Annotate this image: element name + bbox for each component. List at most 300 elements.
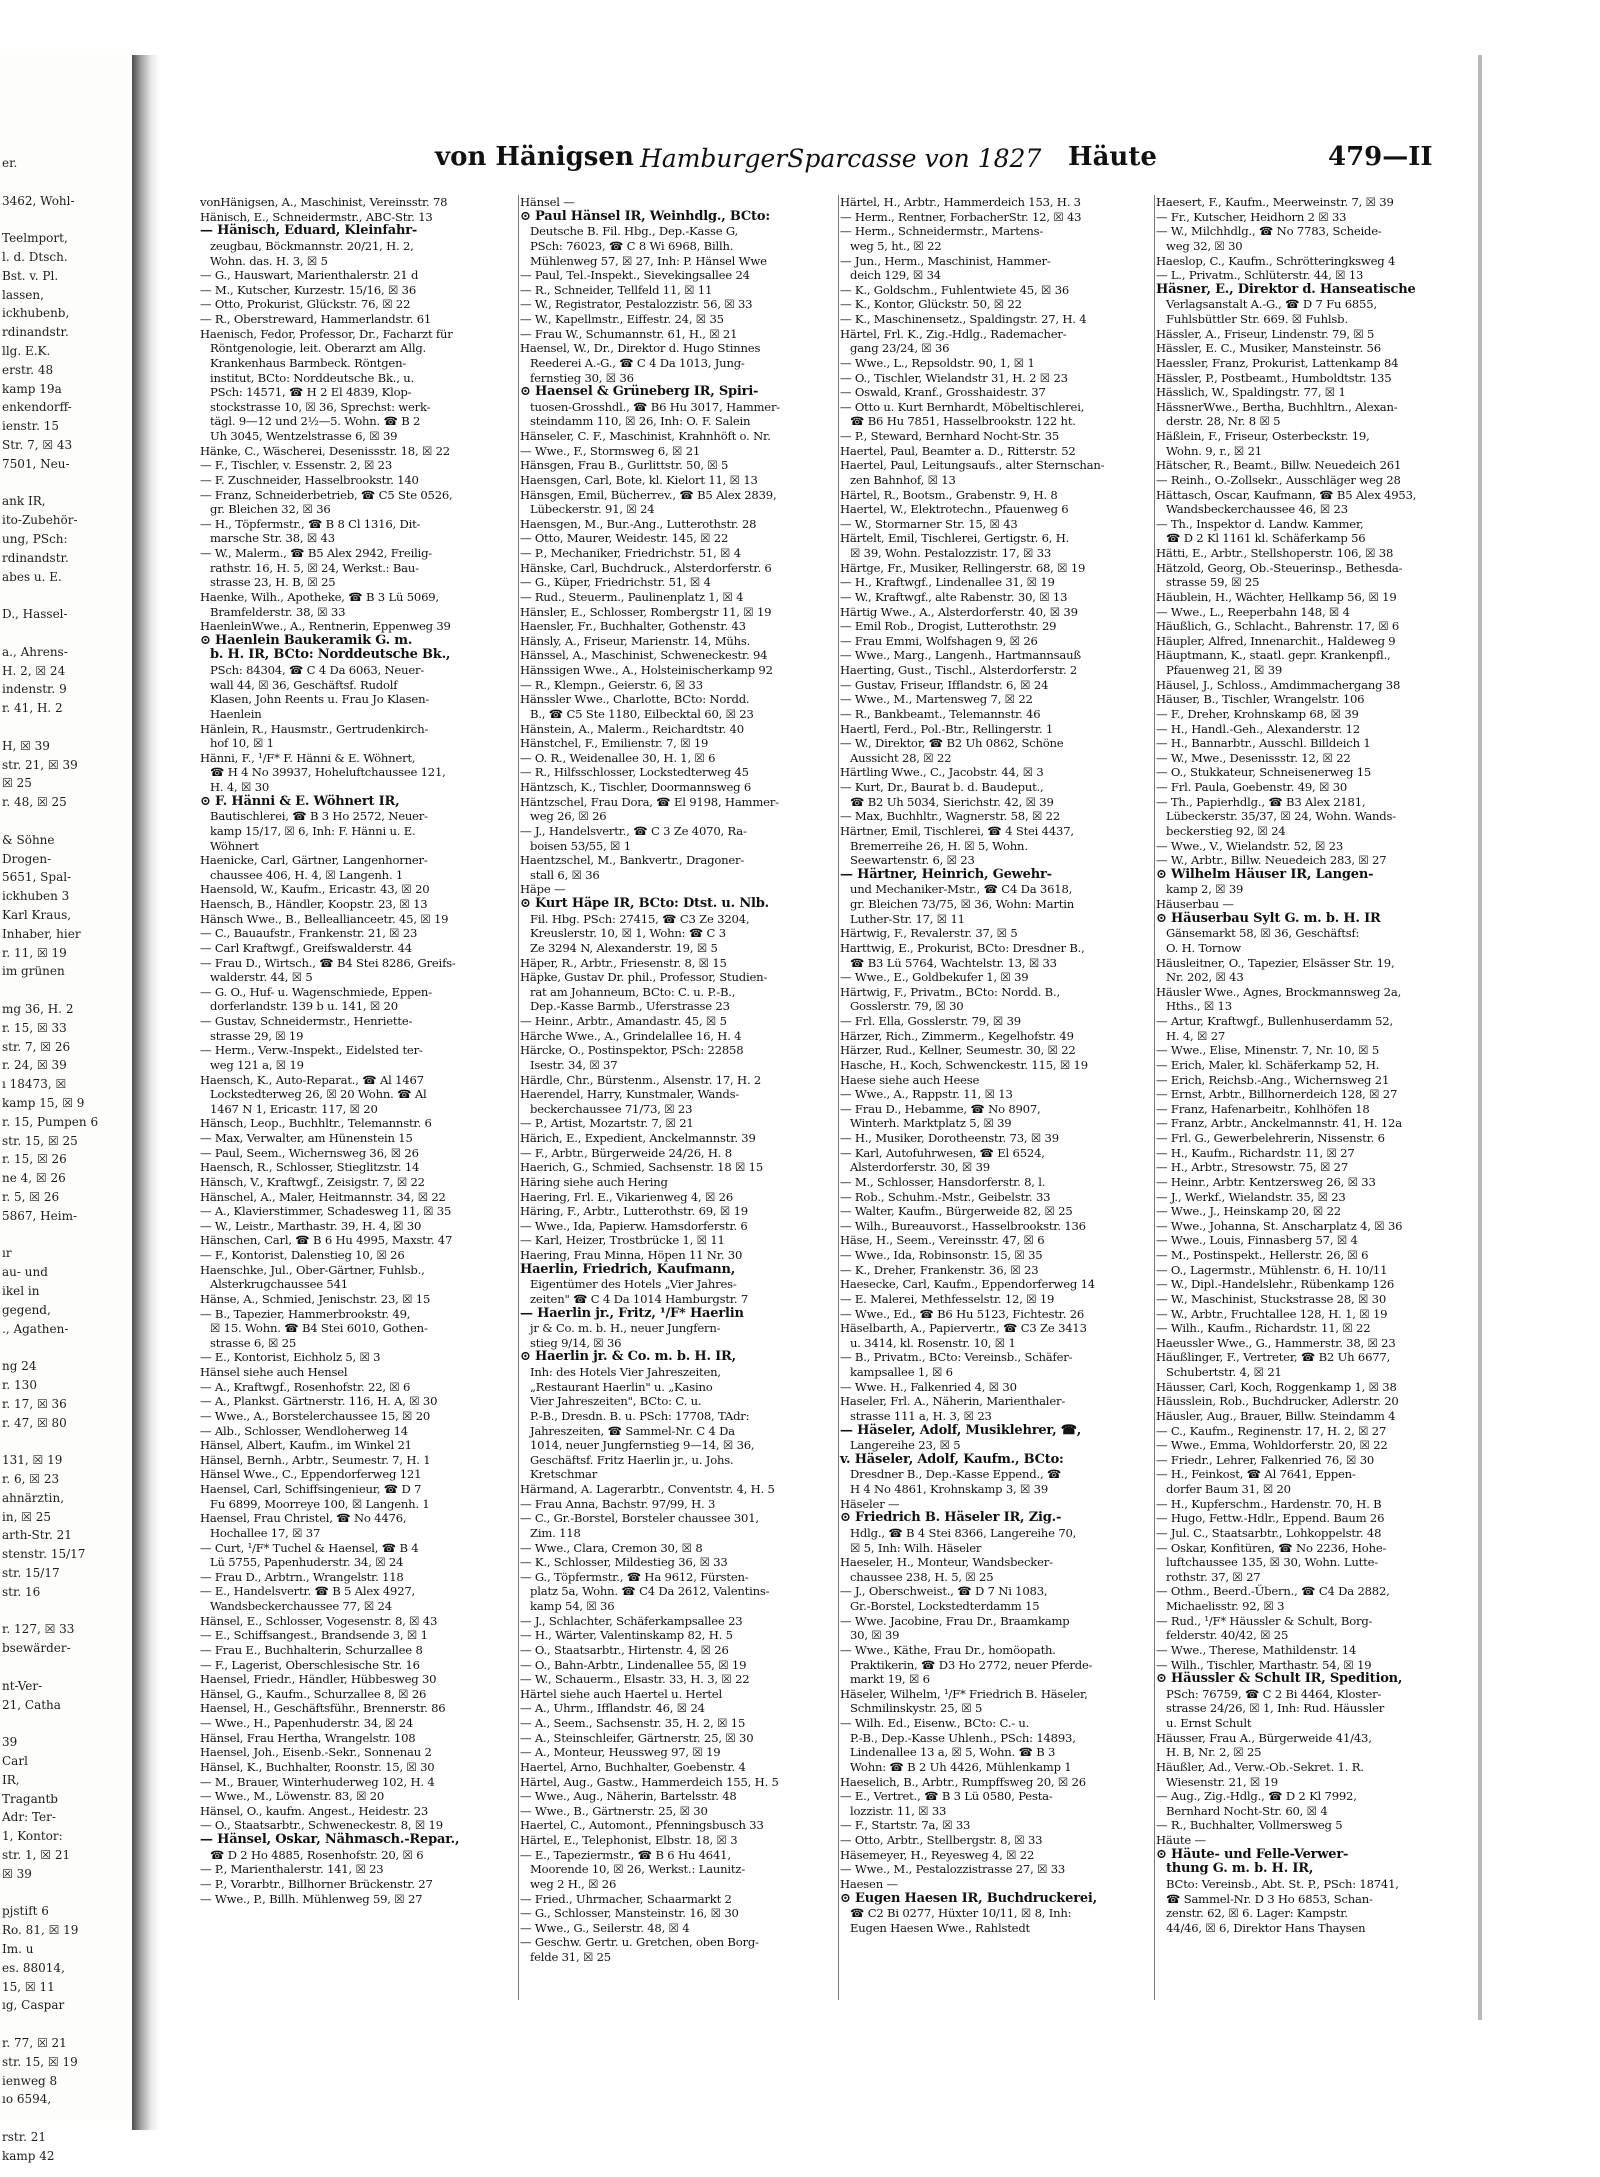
prev-page-line [2, 1885, 128, 1901]
directory-entry-line: stockstrasse 10, ☒ 36, Sprechst: werk- [210, 399, 431, 414]
directory-entry-line: — P., Vorarbtr., Billhorner Brückenstr. 27 [200, 1876, 433, 1891]
directory-entry-line: PSch: 76759, ☎ C 2 Bi 4464, Kloster- [1166, 1686, 1382, 1701]
directory-entry-line: — O., Bahn-Arbtr., Lindenallee 55, ☒ 19 [520, 1657, 747, 1672]
prev-page-line: r. 11, ☒ 19 [2, 945, 67, 960]
directory-entry-line: Hänsgen, Emil, Bücherrev., ☎ B5 Alex 2839, [520, 487, 777, 502]
directory-entry-line: strasse 6, ☒ 25 [210, 1335, 297, 1350]
directory-entry-line: — Otto u. Kurt Bernhardt, Möbeltischlerei, [840, 399, 1085, 414]
directory-entry-line: weg 26, ☒ 26 [530, 809, 607, 824]
directory-entry-line: — W., Arbtr., Fruchtallee 128, H. 1, ☒ 19 [1156, 1306, 1388, 1321]
directory-entry-line: Lockstedterweg 26, ☒ 20 Wohn. ☎ Al [210, 1087, 427, 1102]
directory-entry-line: Haerlin, Friedrich, Kaufmann, [520, 1261, 736, 1277]
directory-entry-line: — R., Hilfsschlosser, Lockstedterweg 45 [520, 765, 749, 780]
directory-entry-line: P.-B., Dep.-Kasse Uhlenh., PSch: 14893, [850, 1730, 1076, 1745]
directory-entry-line: Verlagsanstalt A.-G., ☎ D 7 Fu 6855, [1166, 297, 1377, 312]
directory-entry-line: Wandsbeckerchaussee 46, ☒ 23 [1166, 502, 1348, 517]
directory-entry-line: Lü 5755, Papenhuderstr. 34, ☒ 24 [210, 1555, 404, 1570]
directory-entry-line: — Friedr., Lehrer, Falkenried 76, ☒ 30 [1156, 1452, 1375, 1467]
directory-entry-line: — W., Registrator, Pestalozzistr. 56, ☒ 33 [520, 297, 753, 312]
directory-entry-line: — G., Töpfermstr., ☎ Ha 9612, Fürsten- [520, 1569, 749, 1584]
prev-page-line: r. 5, ☒ 26 [2, 1190, 60, 1204]
directory-entry-line: Wohn. das. H. 3, ☒ 5 [210, 253, 328, 268]
directory-entry-line: Haeslop, C., Kaufm., Schrötteringksweg 4 [1156, 253, 1396, 268]
directory-entry-line: — H., Töpfermstr., ☎ B 8 Cl 1316, Dit- [200, 516, 421, 531]
directory-entry-line: tuosen-Grosshdl., ☎ B6 Hu 3017, Hammer- [530, 399, 781, 414]
directory-entry-line: Langereihe 23, ☒ 5 [850, 1438, 961, 1453]
directory-entry-line: Härtel, Aug., Gastw., Hammerdeich 155, H. 5 [520, 1774, 779, 1789]
prev-page-line: ıo 6594, [2, 2092, 52, 2107]
directory-entry-line: — O., Staatsarbtr., Schweneckestr. 8, ☒ 19 [200, 1818, 443, 1833]
directory-entry-line: Fu 6899, Moorreye 100, ☒ Langenh. 1 [210, 1496, 430, 1511]
directory-entry-line: HaenleinWwe., A., Rentnerin, Eppenweg 39 [200, 619, 451, 634]
prev-page-line: H, ☒ 39 [2, 738, 50, 753]
directory-entry-line: Bramfelderstr. 38, ☒ 33 [210, 604, 346, 619]
directory-entry-line: Haensler, Fr., Buchhalter, Gothenstr. 43 [520, 619, 746, 634]
directory-entry-line: Hänsly, A., Friseur, Marienstr. 14, Mühs. [520, 633, 751, 648]
directory-entry-line: Michaelisstr. 92, ☒ 3 [1166, 1599, 1285, 1613]
directory-entry-line: — Frl. Paula, Goebenstr. 49, ☒ 30 [1156, 780, 1348, 794]
directory-entry-line: — Geschw. Gertr. u. Gretchen, oben Borg- [520, 1935, 759, 1950]
directory-entry-line: — Wilh., Kaufm., Richardstr. 11, ☒ 22 [1156, 1321, 1371, 1336]
directory-entry-line: ⊙ Paul Hänsel IR, Weinhdlg., BCto: [520, 208, 770, 224]
directory-entry-line: — Frau Emmi, Wolfshagen 9, ☒ 26 [840, 633, 1038, 648]
directory-entry-line: — Frl. G., Gewerbelehrerin, Nissenstr. 6 [1156, 1131, 1385, 1145]
prev-page-line: Str. 7, ☒ 43 [2, 438, 73, 452]
directory-entry-line: — Wwe., Therese, Mathildenstr. 14 [1156, 1642, 1357, 1657]
directory-entry-line: tägl. 9—12 und 2½—5. Wohn. ☎ B 2 [210, 414, 421, 429]
directory-entry-line: — Wwe., Emma, Wohldorferstr. 20, ☒ 22 [1156, 1438, 1388, 1453]
directory-entry-line: Härtwig, F., Revalerstr. 37, ☒ 5 [840, 926, 1018, 941]
directory-entry-line: felde 31, ☒ 25 [530, 1950, 611, 1964]
directory-entry-line: Fuhlsbüttler Str. 669. ☒ Fuhlsb. [1166, 312, 1348, 326]
directory-entry-line: Haering, Frau Minna, Höpen 11 Nr. 30 [520, 1248, 743, 1262]
directory-entry-line: ☎ C2 Bi 0277, Hüxter 10/11, ☒ 8, Inh: [850, 1906, 1072, 1921]
directory-entry-line: — W., Arbtr., Billw. Neuedeich 283, ☒ 27 [1156, 853, 1387, 868]
directory-entry-line: — C., Bauaufstr., Frankenstr. 21, ☒ 23 [200, 926, 418, 941]
directory-entry-line: — H., Feinkost, ☎ Al 7641, Eppen- [1156, 1467, 1356, 1482]
directory-entry-line: Bremerreihe 26, H. ☒ 5, Wohn. [850, 838, 1028, 853]
directory-entry-line: — Wwe., Johanna, St. Anscharplatz 4, ☒ 36 [1156, 1218, 1403, 1233]
directory-entry-line: vonHänigsen, A., Maschinist, Vereinsstr. 78 [200, 195, 448, 209]
page-number: 479—II [1328, 142, 1433, 172]
directory-entry-line: — F. Zuschneider, Hasselbrookstr. 140 [200, 472, 419, 487]
directory-entry-line: Haertel, W., Elektrotechn., Pfauenweg 6 [840, 502, 1069, 517]
directory-entry-line: Fil. Hbg. PSch: 27415, ☎ C3 Ze 3204, [530, 911, 750, 926]
directory-entry-line: ☎ B6 Hu 7851, Hasselbrookstr. 122 ht. [850, 414, 1076, 429]
directory-entry-line: — G. O., Huf- u. Wagenschmiede, Eppen- [200, 984, 432, 999]
directory-entry-line: — Herm., Rentner, ForbacherStr. 12, ☒ 43 [840, 209, 1082, 224]
directory-entry-line: — F., Lagerist, Oberschlesische Str. 16 [200, 1657, 420, 1672]
directory-entry-line: — Wwe., L., Reeperbahn 148, ☒ 4 [1156, 604, 1350, 619]
directory-entry-line: — Frl. Ella, Gosslerstr. 79, ☒ 39 [840, 1014, 1021, 1028]
directory-entry-line: Hänstchel, F., Emilienstr. 7, ☒ 19 [520, 736, 709, 751]
directory-entry-line: ☎ D 2 Ho 4885, Rosenhofstr. 20, ☒ 6 [210, 1847, 424, 1862]
prev-page-line: Teelmport, [2, 231, 68, 246]
directory-entry-line: Wohn: ☎ B 2 Uh 4426, Mühlenkamp 1 [850, 1759, 1072, 1774]
directory-entry-line: — L., Privatm., Schlüterstr. 44, ☒ 13 [1156, 268, 1364, 283]
directory-entry-line: Hätzold, Georg, Ob.-Steuerinsp., Bethesda- [1156, 560, 1403, 575]
directory-entry-line: Haertel, Paul, Leitungsaufs., alter Sternschan- [840, 458, 1105, 473]
directory-entry-line: Haensch, B., Händler, Koopstr. 23, ☒ 13 [200, 897, 428, 911]
directory-entry-line: — M., Kutscher, Kurzestr. 15/16, ☒ 36 [200, 282, 416, 297]
prev-page-line: 5651, Spal- [2, 870, 72, 885]
directory-entry-line: Hdlg., ☎ B 4 Stei 8366, Langereihe 70, [850, 1525, 1077, 1540]
directory-entry-line: Hänsel — [520, 195, 575, 209]
directory-entry-line: Haenicke, Carl, Gärtner, Langenhorner- [200, 853, 428, 868]
directory-entry-line: — Wilh. Ed., Eisenw., BCto: C.- u. [840, 1716, 1030, 1730]
directory-entry-line: — C., Gr.-Borstel, Borsteler chaussee 301, [520, 1511, 759, 1526]
previous-page-fragment [0, 55, 130, 2163]
directory-entry-line: — Heinr., Arbtr. Kentzersweg 26, ☒ 33 [1156, 1174, 1376, 1189]
directory-entry-line: — H., Kaufm., Richardstr. 11, ☒ 27 [1156, 1145, 1355, 1160]
prev-page-line: enkendorff- [2, 400, 72, 415]
directory-entry-line: Haesert, F., Kaufm., Meerweinstr. 7, ☒ 39 [1156, 195, 1394, 209]
prev-page-line: Adr: Ter- [2, 1810, 56, 1825]
directory-entry-line: — Wwe., F., Stormsweg 6, ☒ 21 [520, 443, 701, 458]
directory-entry-line: Härtel, H., Arbtr., Hammerdeich 153, H. 3 [840, 195, 1081, 209]
directory-entry-line: — Frau D., Hebamme, ☎ No 8907, [840, 1101, 1041, 1116]
prev-page-line [2, 813, 128, 829]
directory-entry-line: — H., Handl.-Geh., Alexanderstr. 12 [1156, 721, 1360, 736]
directory-entry-line: Häusel, J., Schloss., Amdimmachergang 38 [1156, 677, 1401, 692]
directory-entry-line: Haenschke, Jul., Ober-Gärtner, Fuhlsb., [200, 1262, 425, 1277]
directory-entry-line: Haessler, Franz, Prokurist, Lattenkamp 84 [1156, 355, 1399, 370]
directory-entry-line: gr. Bleichen 73/75, ☒ 36, Wohn: Martin [850, 897, 1075, 911]
directory-entry-line: derstr. 28, Nr. 8 ☒ 5 [1166, 414, 1281, 429]
directory-entry-line: — H., Kupferschm., Hardenstr. 70, H. B [1156, 1496, 1382, 1511]
directory-entry-line: P.-B., Dresdn. B. u. PSch: 17708, TAdr: [530, 1408, 750, 1423]
directory-entry-line: Aussicht 28, ☒ 22 [850, 750, 952, 765]
directory-entry-line: weg 2 H., ☒ 26 [530, 1876, 617, 1891]
prev-page-line: H. 2, ☒ 24 [2, 663, 66, 678]
directory-entry-line: Härche Wwe., A., Grindelallee 16, H. 4 [520, 1028, 742, 1043]
directory-entry-line: Härtig Wwe., A., Alsterdorferstr. 40, ☒ 39 [840, 604, 1078, 619]
directory-entry-line: Hasche, H., Koch, Schwenckestr. 115, ☒ 19 [840, 1057, 1088, 1072]
directory-entry-line: Kretschmar [530, 1467, 598, 1482]
directory-entry-line: Härtwig, F., Privatm., BCto: Nordd. B., [840, 984, 1060, 999]
directory-entry-line: Häusler Wwe., Agnes, Brockmannsweg 2a, [1156, 984, 1402, 999]
prev-page-line: r. 48, ☒ 25 [2, 795, 67, 810]
directory-entry-line: Häußlich, G., Schlacht., Bahrenstr. 17, ☒ 6 [1156, 619, 1400, 634]
sparcasse-logo [640, 130, 1042, 188]
directory-entry-line: — W., Kraftwgf., alte Rabenstr. 30, ☒ 13 [840, 589, 1068, 604]
directory-entry-line: Hänssler Wwe., Charlotte, BCto: Nordd. [520, 692, 750, 707]
directory-entry-line: rothstr. 37, ☒ 27 [1166, 1569, 1261, 1584]
directory-entry-line: Schmilinskystr. 25, ☒ 5 [850, 1701, 983, 1716]
book-gutter [132, 55, 160, 2130]
prev-page-line: Karl Kraus, [2, 908, 72, 922]
directory-entry-line: ☒ 15. Wohn. ☎ B4 Stei 6010, Gothen- [210, 1321, 428, 1336]
directory-entry-line: Hänsel, G., Kaufm., Schurzallee 8, ☒ 26 [200, 1686, 427, 1701]
directory-entry-line: — W., Schauerm., Elsastr. 33, H. 3, ☒ 22 [520, 1672, 750, 1687]
directory-entry-line: Hänsch, V., Kraftwgf., Zeisigstr. 7, ☒ 22 [200, 1174, 425, 1189]
directory-entry-line: kamp 15/17, ☒ 6, Inh: F. Hänni u. E. [210, 823, 416, 838]
prev-page-line: erstr. 48 [2, 362, 54, 377]
page-margin-right [1482, 0, 1600, 2177]
directory-entry-line: platz 5a, Wohn. ☎ C4 Da 2612, Valentins- [530, 1584, 770, 1599]
directory-entry-line: ⊙ Häuserbau Sylt G. m. b. H. IR [1156, 910, 1381, 926]
directory-entry-line: Deutsche B. Fil. Hbg., Dep.-Kasse G, [530, 224, 739, 239]
directory-entry-line: strasse 29, ☒ 19 [210, 1028, 304, 1043]
directory-entry-line: — H., Kraftwgf., Lindenallee 31, ☒ 19 [840, 575, 1055, 590]
directory-entry-line: Haensel, Friedr., Händler, Hübbesweg 30 [200, 1672, 437, 1687]
directory-entry-line: Hänsgen, Frau B., Gurlittstr. 50, ☒ 5 [520, 458, 729, 473]
prev-page-line: ickhubenb, [2, 306, 70, 321]
directory-entry-line: — Wwe., L., Repsoldstr. 90, 1, ☒ 1 [840, 355, 1035, 370]
directory-columns [200, 195, 1470, 2000]
prev-page-line: ienweg 8 [2, 2073, 58, 2088]
prev-page-line: Drogen- [2, 851, 52, 866]
directory-entry-line: Haertel, C., Automont., Pfenningsbusch 33 [520, 1818, 764, 1833]
directory-entry-line: Hänsel, O., kaufm. Angest., Heidestr. 23 [200, 1803, 429, 1818]
directory-entry-line: — W., Malerm., ☎ B5 Alex 2942, Freilig- [200, 546, 433, 560]
prev-page-line: str. 15, ☒ 19 [2, 2054, 78, 2069]
directory-entry-line: Hässlich, W., Spaldingstr. 77, ☒ 1 [1156, 385, 1346, 400]
prev-page-line: D., Hassel- [2, 607, 68, 622]
directory-entry-line: — Herm., Schneidermstr., Martens- [840, 224, 1044, 239]
directory-entry-line: — G., Schlosser, Mansteinstr. 16, ☒ 30 [520, 1906, 739, 1921]
directory-entry-line: — Oswald, Kranf., Grosshaidestr. 37 [840, 385, 1046, 400]
prev-page-line [2, 1715, 128, 1731]
directory-entry-line: Röntgenologie, leit. Oberarzt am Allg. [210, 341, 427, 356]
directory-entry-line: — Frau E., Buchhalterin, Schurzallee 8 [200, 1642, 423, 1657]
directory-entry-line: ⊙ Kurt Häpe IR, BCto: Dtst. u. Nlb. [520, 896, 769, 911]
directory-entry-line: 44/46, ☒ 6, Direktor Hans Thaysen [1166, 1920, 1366, 1935]
directory-entry-line: Härich, E., Expedient, Anckelmannstr. 39 [520, 1131, 756, 1145]
directory-entry-line: markt 19, ☒ 6 [850, 1672, 930, 1687]
directory-entry-line: Härtel siehe auch Haertel u. Hertel [520, 1686, 722, 1701]
prev-page-line: str. 15/17 [2, 1566, 60, 1580]
directory-entry-line: Häusslein, Rob., Buchdrucker, Adlerstr. 20 [1156, 1394, 1399, 1409]
directory-entry-line: — J., Schlachter, Schäferkampsallee 23 [520, 1613, 743, 1628]
directory-entry-line: — K., Dreher, Frankenstr. 36, ☒ 23 [840, 1262, 1039, 1277]
directory-entry-line: 1467 N 1, Ericastr. 117, ☒ 20 [210, 1101, 378, 1116]
directory-entry-line: Haerting, Gust., Tischl., Alsterdorferstr. 2 [840, 663, 1078, 677]
directory-entry-line: 1014, neuer Jungfernstieg 9—14, ☒ 36, [530, 1438, 755, 1453]
directory-entry-line: Härtel, E., Telephonist, Elbstr. 18, ☒ 3 [520, 1833, 738, 1847]
prev-page-line: 39 [2, 1735, 18, 1750]
directory-entry-line: — Alb., Schlosser, Wendloherweg 14 [200, 1423, 408, 1438]
prev-page-line: ☒ 39 [2, 1866, 32, 1881]
prev-page-line: ito-Zubehör- [2, 513, 78, 528]
directory-entry-line: — K., Maschinensetz., Spaldingstr. 27, H. 4 [840, 312, 1087, 326]
prev-page-line: abes u. E. [2, 569, 62, 584]
prev-page-line: ickhuben 3 [2, 889, 70, 904]
directory-entry-line: Haensel, Joh., Eisenb.-Sekr., Sonnenau 2 [200, 1745, 432, 1760]
directory-entry-line: Häuptmann, K., staatl. gepr. Krankenpfl., [1156, 648, 1391, 663]
prev-page-line: rstr. 21 [2, 2130, 47, 2144]
directory-entry-line: — Wwe., Käthe, Frau Dr., homöopath. [840, 1642, 1056, 1657]
prev-page-line: rdinandstr. [2, 325, 69, 340]
directory-entry-line: — Otto, Arbtr., Stellbergstr. 8, ☒ 33 [840, 1833, 1043, 1847]
directory-entry-line: — Curt, ¹/F* Tuchel & Haensel, ☎ B 4 [200, 1540, 419, 1555]
directory-entry-line: — Rud., Steuerm., Paulinenplatz 1, ☒ 4 [520, 589, 744, 604]
directory-entry-line: Haenlein [210, 706, 262, 721]
directory-entry-line: — Wwe., Clara, Cremon 30, ☒ 8 [520, 1540, 703, 1555]
prev-page-line: 3462, Wohl- [2, 193, 75, 208]
directory-entry-line: — Jul. C., Staatsarbtr., Lohkoppelstr. 48 [1156, 1525, 1382, 1540]
prev-page-line: mg 36, H. 2 [2, 1002, 74, 1016]
directory-entry-line: Haesecke, Carl, Kaufm., Eppendorferweg 14 [840, 1277, 1095, 1292]
directory-entry-line: Haertel, Arno, Buchhalter, Goebenstr. 4 [520, 1759, 746, 1774]
prev-page-line: r. 77, ☒ 21 [2, 2036, 67, 2050]
directory-entry-line: HässnerWwe., Bertha, Buchhltrn., Alexan- [1156, 399, 1398, 414]
prev-page-line: stenstr. 15/17 [2, 1547, 86, 1562]
prev-page-line: kamp 19a [2, 381, 62, 396]
prev-page-line: bsewärder- [2, 1641, 71, 1656]
prev-page-line: Bst. v. Pl. [2, 268, 59, 283]
directory-entry-line: — A., Klavierstimmer, Schadesweg 11, ☒ 35 [200, 1204, 452, 1219]
directory-entry-line: boisen 53/55, ☒ 1 [530, 838, 631, 853]
prev-page-line [2, 625, 128, 641]
prev-page-line: str. 7, ☒ 26 [2, 1039, 71, 1054]
directory-entry-line: BCto: Vereinsb., Abt. St. P., PSch: 18741, [1166, 1876, 1399, 1891]
directory-entry-line: Haesen — [840, 1876, 898, 1891]
directory-entry-line: — G., Küper, Friedrichstr. 51, ☒ 4 [520, 575, 711, 590]
directory-entry-line: Hänsel, E., Schlosser, Vogesenstr. 8, ☒ 43 [200, 1613, 438, 1628]
prev-page-line: IR, [2, 1772, 20, 1787]
column-3 [840, 195, 1156, 2000]
directory-entry-line: Haensold, W., Kaufm., Ericastr. 43, ☒ 20 [200, 882, 430, 897]
directory-entry-line: ⊙ Häute- und Felle-Verwer- [1156, 1846, 1349, 1862]
prev-page-line [2, 1603, 128, 1619]
directory-entry-line: beckerstieg 92, ☒ 24 [1166, 823, 1286, 838]
directory-entry-line: — P., Steward, Bernhard Nocht-Str. 35 [840, 429, 1060, 443]
directory-entry-line: ⊙ Haenlein Baukeramik G. m. [200, 632, 413, 648]
directory-entry-line: Geschäftsf. Fritz Haerlin jr., u. Johs. [530, 1452, 734, 1467]
directory-entry-line: — Wwe., Marg., Langenh., Hartmannsauß [840, 648, 1081, 663]
directory-entry-line: Alsterdorferstr. 30, ☒ 39 [850, 1160, 990, 1175]
directory-entry-line: kamp 2, ☒ 39 [1166, 882, 1244, 897]
prev-page-line: Carl [2, 1754, 28, 1768]
prev-page-line [2, 1339, 128, 1355]
directory-entry-line: B., ☎ C5 Ste 1180, Eilbecktal 60, ☒ 23 [530, 706, 754, 721]
directory-entry-line: ⊙ Haerlin jr. & Co. m. b. H. IR, [520, 1349, 736, 1365]
page-header [200, 130, 1470, 190]
directory-entry-line: Krankenhaus Barmbeck. Röntgen- [210, 355, 407, 370]
directory-entry-line: Häute — [1156, 1833, 1206, 1847]
directory-entry-line: Häusler, Aug., Brauer, Billw. Steindamm 4 [1156, 1408, 1396, 1423]
column-divider [838, 195, 839, 2000]
directory-entry-line: Häuser, B., Tischler, Wrangelstr. 106 [1156, 692, 1365, 707]
directory-entry-line: Hänsel, K., Buchhalter, Roonstr. 15, ☒ 30 [200, 1759, 435, 1774]
directory-entry-line: dorfer Baum 31, ☒ 20 [1166, 1482, 1291, 1496]
prev-page-line [2, 475, 128, 491]
prev-page-line: r. 47, ☒ 80 [2, 1415, 67, 1430]
directory-entry-line: Kreuslerstr. 10, ☒ 1, Wohn: ☎ C 3 [530, 926, 726, 941]
directory-entry-line: — W., Mwe., Desenissstr. 12, ☒ 22 [1156, 750, 1351, 765]
directory-entry-line: — M., Postinspekt., Hellerstr. 26, ☒ 6 [1156, 1248, 1369, 1262]
directory-entry-line: weg 121 a, ☒ 19 [210, 1057, 304, 1072]
directory-entry-line: — R., Klempn., Geierstr. 6, ☒ 33 [520, 677, 703, 692]
directory-entry-line: — Rob., Schuhm.-Mstr., Geibelstr. 33 [840, 1189, 1051, 1204]
directory-entry-line: Hässler, A., Friseur, Lindenstr. 79, ☒ 5 [1156, 326, 1375, 341]
prev-page-line: r. 6, ☒ 23 [2, 1472, 60, 1486]
column-1 [200, 195, 516, 2000]
directory-entry-line: Häselbarth, A., Papiervertr., ☎ C3 Ze 3413 [840, 1321, 1087, 1336]
prev-page-line: r. 41, H. 2 [2, 701, 63, 716]
directory-entry-line: — W., Leistr., Marthastr. 39, H. 4, ☒ 30 [200, 1218, 422, 1233]
prev-page-line: str. 1, ☒ 21 [2, 1848, 71, 1862]
prev-page-line: rdinandstr. [2, 550, 69, 565]
prev-page-line: nt-Ver- [2, 1678, 43, 1693]
directory-entry-line: — A., Uhrm., Ifflandstr. 46, ☒ 24 [520, 1701, 705, 1716]
directory-entry-line: ☒ 39, Wohn. Pestalozzistr. 17, ☒ 33 [850, 546, 1052, 560]
directory-entry-line: gr. Bleichen 32, ☒ 36 [210, 502, 331, 517]
directory-entry-line: — P., Artist, Mozartstr. 7, ☒ 21 [520, 1116, 694, 1131]
directory-entry-line: Hänsel siehe auch Hensel [200, 1365, 348, 1379]
directory-entry-line: zeugbau, Böckmannstr. 20/21, H. 2, [210, 238, 414, 253]
directory-entry-line: — K., Schlosser, Mildestieg 36, ☒ 33 [520, 1555, 728, 1570]
directory-entry-line: — F., Kontorist, Dalenstieg 10, ☒ 26 [200, 1248, 405, 1262]
prev-page-line: pjstift 6 [2, 1904, 49, 1919]
prev-page-line: 1, Kontor: [2, 1829, 63, 1844]
directory-entry-line: — J., Werkf., Wielandstr. 35, ☒ 23 [1156, 1189, 1346, 1204]
directory-entry-line: PSch: 84304, ☎ C 4 Da 6063, Neuer- [210, 663, 425, 677]
directory-entry-line: — W., Kapellmstr., Eiffestr. 24, ☒ 35 [520, 312, 724, 326]
prev-page-line: kamp 42 [2, 2148, 55, 2163]
directory-entry-line: — Häseler, Adolf, Musiklehrer, ☎, [840, 1422, 1082, 1438]
directory-entry-line: Lübeckerstr. 91, ☒ 24 [530, 502, 655, 517]
directory-entry-line: — K., Kontor, Glückstr. 50, ☒ 22 [840, 297, 1022, 312]
directory-entry-line: — Karl, Heizer, Trostbrücke 1, ☒ 11 [520, 1233, 725, 1248]
directory-entry-line: und Mechaniker-Mstr., ☎ C4 Da 3618, [850, 882, 1073, 897]
directory-entry-line: Härtling Wwe., C., Jacobstr. 44, ☒ 3 [840, 765, 1044, 780]
prev-page-line: au- und [2, 1265, 48, 1280]
directory-entry-line: strasse 59, ☒ 25 [1166, 575, 1260, 590]
directory-entry-line: — B., Privatm., BCto: Vereinsb., Schäfer- [840, 1350, 1073, 1365]
directory-entry-line: Häse, H., Seem., Vereinsstr. 47, ☒ 6 [840, 1233, 1045, 1248]
directory-entry-line: Häpke, Gustav Dr. phil., Professor, Studien- [520, 970, 768, 985]
directory-entry-line: — Franz, Arbtr., Anckelmannstr. 41, H. 12a [1156, 1116, 1402, 1131]
directory-entry-line: — Hänisch, Eduard, Kleinfahr- [200, 223, 418, 239]
directory-entry-line: Eigentümer des Hotels „Vier Jahres- [530, 1277, 737, 1292]
directory-entry-line: Seewartenstr. 6, ☒ 23 [850, 853, 975, 868]
directory-entry-line: O. H. Tornow [1166, 940, 1242, 955]
directory-entry-line: — Ernst, Arbtr., Billhornerdeich 128, ☒ 27 [1156, 1087, 1398, 1102]
directory-entry-line: Haerich, G., Schmied, Sachsenstr. 18 ☒ 15 [520, 1160, 764, 1175]
directory-entry-line: ☎ B2 Uh 5034, Sierichstr. 42, ☒ 39 [850, 794, 1054, 809]
directory-entry-line: — Th., Inspektor d. Landw. Kammer, [1156, 516, 1364, 531]
prev-page-line: ne 4, ☒ 26 [2, 1171, 66, 1186]
directory-entry-line: Härcke, O., Postinspektor, PSch: 22858 [520, 1043, 744, 1058]
directory-entry-line: Haensel, Carl, Schiffsingenieur, ☎ D 7 [200, 1482, 422, 1496]
directory-entry-line: Hänsel, Frau Hertha, Wrangelstr. 108 [200, 1730, 416, 1745]
directory-entry-line: — Wwe., Ida, Papierw. Hamsdorferstr. 6 [520, 1218, 748, 1233]
directory-entry-line: Haerendel, Harry, Kunstmaler, Wands- [520, 1087, 740, 1102]
directory-entry-line: Häntzschel, Frau Dora, ☎ El 9198, Hammer- [520, 794, 779, 809]
directory-entry-line: Häußlinger, F., Vertreter, ☎ B2 Uh 6677, [1156, 1350, 1391, 1365]
directory-entry-line: — O. R., Weidenallee 30, H. 1, ☒ 6 [520, 750, 716, 765]
directory-entry-line: — J., Handelsvertr., ☎ C 3 Ze 4070, Ra- [520, 823, 747, 838]
directory-entry-line: — M., Schlosser, Hansdorferstr. 8, l. [840, 1174, 1046, 1189]
prev-page-line: indenstr. 9 [2, 682, 67, 697]
directory-entry-line: — Wwe., M., Pestalozzistrasse 27, ☒ 33 [840, 1862, 1066, 1877]
prev-page-line: str. 21, ☒ 39 [2, 757, 78, 772]
directory-entry-line: Häntzsch, K., Tischler, Doormannsweg 6 [520, 780, 752, 794]
directory-entry-line: Härmand, A. Lagerarbtr., Conventstr. 4, H. 5 [520, 1482, 775, 1496]
directory-entry-line: Hänke, C., Wäscherei, Desenissstr. 18, ☒ 22 [200, 443, 450, 458]
directory-entry-line: rathstr. 16, H. 5, ☒ 24, Werkst.: Bau- [210, 560, 419, 575]
directory-entry-line: Hänsel, Bernh., Arbtr., Seumestr. 7, H. 1 [200, 1452, 431, 1467]
directory-entry-line: — Artur, Kraftwgf., Bullenhuserdamm 52, [1156, 1014, 1393, 1028]
directory-entry-line: — Paul, Seem., Wichernsweg 36, ☒ 26 [200, 1145, 419, 1160]
directory-entry-line: H 4 No 4861, Krohnskamp 3, ☒ 39 [850, 1482, 1049, 1496]
directory-entry-line: Hths., ☒ 13 [1166, 999, 1232, 1014]
directory-entry-line: — Gustav, Schneidermstr., Henriette- [200, 1014, 413, 1028]
directory-entry-line: Mühlenweg 57, ☒ 27, Inh: P. Hänsel Wwe [530, 253, 767, 268]
directory-entry-line: — Jun., Herm., Maschinist, Hammer- [840, 253, 1051, 268]
